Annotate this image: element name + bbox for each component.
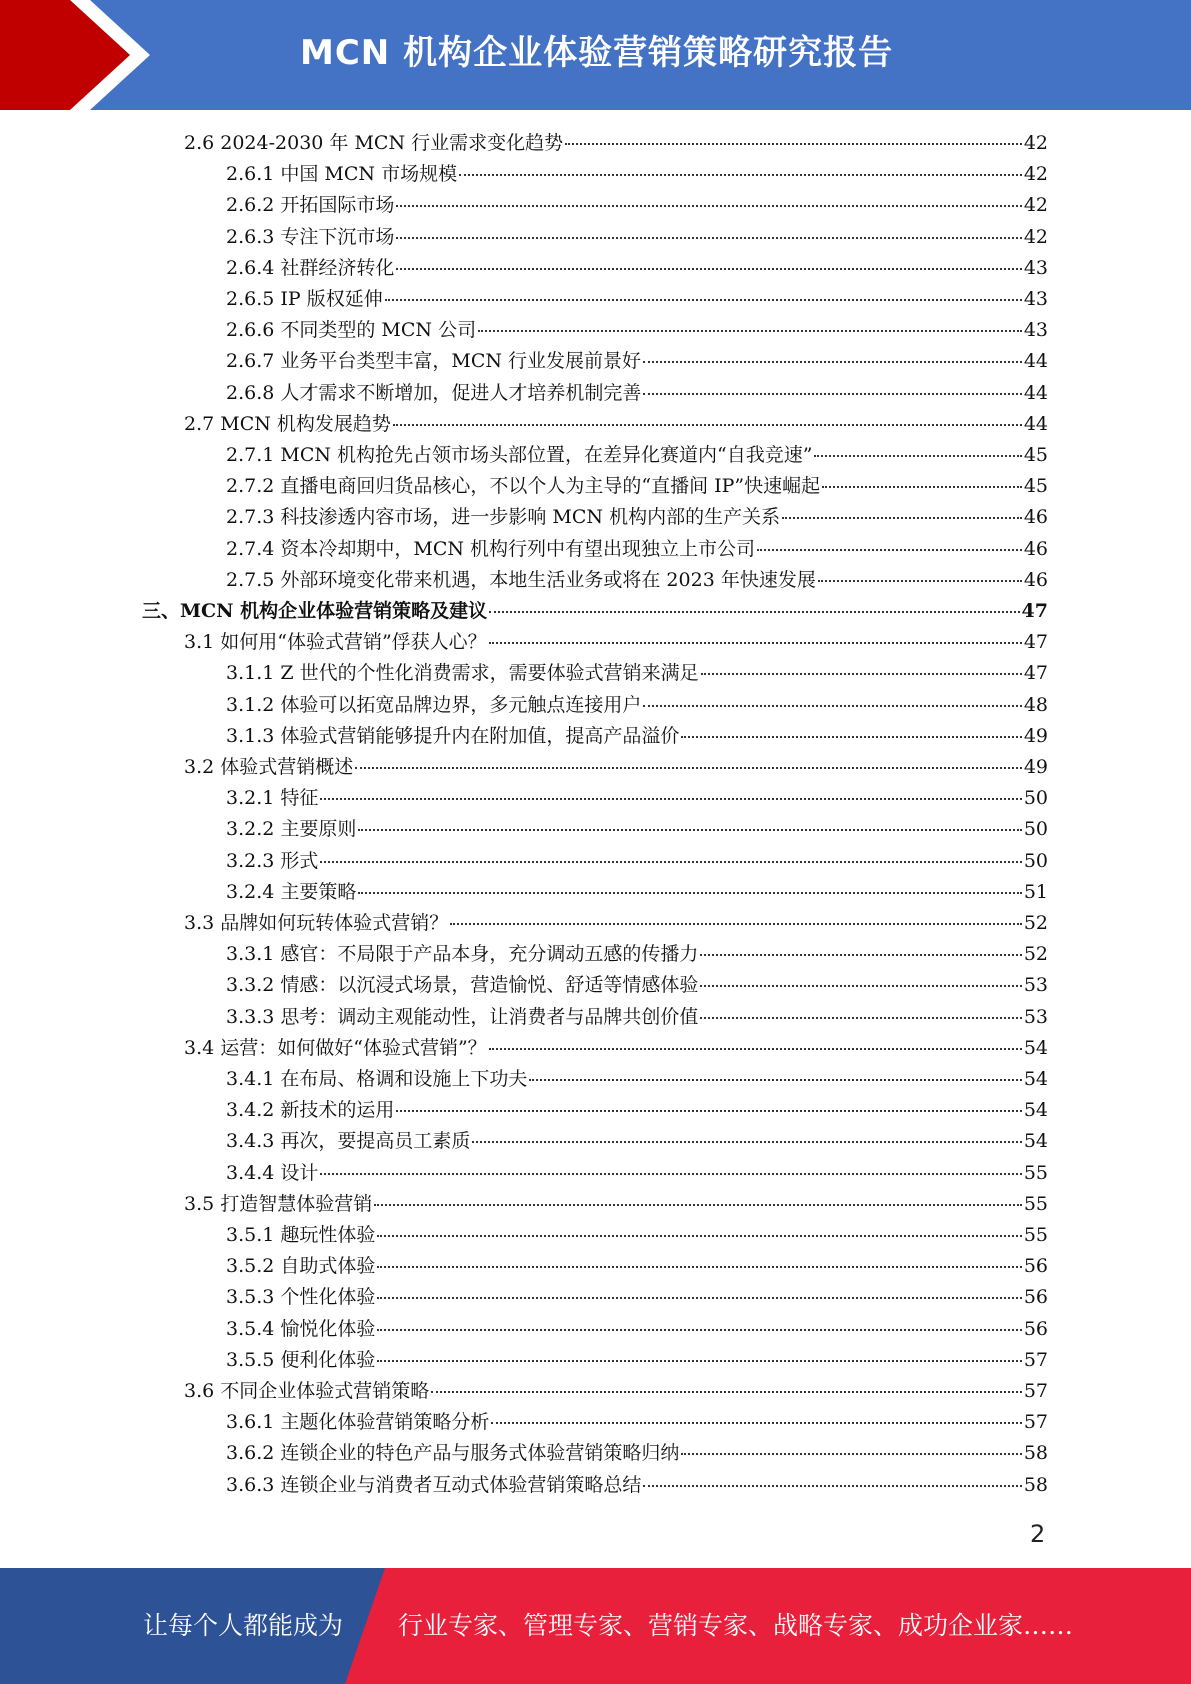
toc-entry[interactable]	[226, 690, 1048, 721]
toc-entry[interactable]	[226, 471, 1048, 502]
toc-entry-title: 3.5.1 趣玩性体验	[226, 1224, 376, 1246]
toc-dot-leader	[681, 722, 1021, 738]
toc-dot-leader	[818, 566, 1022, 582]
toc-entry-title: 3.2 体验式营销概述	[184, 756, 354, 778]
toc-entry-page: 58	[1023, 1473, 1048, 1496]
toc-entry-title: 2.7.3 科技渗透内容市场，进一步影响 MCN 机构内部的生产关系	[226, 506, 781, 529]
toc-entry[interactable]	[226, 565, 1048, 596]
toc-entry-title: 三、MCN 机构企业体验营销策略及建议	[142, 600, 488, 622]
toc-dot-leader	[489, 628, 1022, 644]
toc-entry-title: 3.3.1 感官：不局限于产品本身，充分调动五感的传播力	[226, 943, 699, 966]
toc-entry-page: 54	[1023, 1099, 1048, 1122]
toc-entry[interactable]	[226, 315, 1048, 346]
toc-entry[interactable]	[226, 814, 1048, 845]
toc-entry-title: 3.6.3 连锁企业与消费者互动式体验营销策略总结	[226, 1473, 642, 1496]
toc-entry-title: 3.3.2 情感：以沉浸式场景，营造愉悦、舒适等情感体验	[226, 974, 699, 997]
toc-dot-leader	[700, 971, 1021, 987]
toc-entry[interactable]	[226, 1158, 1048, 1189]
toc-entry-page: 42	[1023, 194, 1048, 217]
toc-entry-page: 50	[1023, 818, 1048, 841]
toc-entry-page: 42	[1023, 163, 1048, 186]
toc-entry-page: 56	[1023, 1255, 1048, 1278]
toc-entry[interactable]	[226, 1251, 1048, 1282]
toc-entry[interactable]	[226, 658, 1048, 689]
toc-entry-page: 44	[1023, 350, 1048, 373]
toc-dot-leader	[472, 1127, 1021, 1143]
toc-dot-leader	[450, 909, 1022, 925]
toc-entry[interactable]	[184, 1189, 1048, 1220]
toc-entry[interactable]	[226, 346, 1048, 377]
toc-dot-leader	[643, 379, 1021, 395]
toc-dot-leader	[377, 1221, 1021, 1237]
toc-entry[interactable]	[226, 534, 1048, 565]
toc-entry-title: 2.6.3 专注下沉市场	[226, 225, 395, 248]
toc-entry-title: 3.4 运营：如何做好“体验式营销”？	[184, 1036, 487, 1059]
toc-entry-title: 3.3 品牌如何玩转体验式营销？	[184, 912, 449, 934]
toc-dot-leader	[385, 285, 1022, 301]
toc-entry-title: 3.2.1 特征	[226, 787, 319, 810]
toc-entry[interactable]	[226, 222, 1048, 253]
toc-entry[interactable]	[226, 1407, 1048, 1438]
toc-entry-page: 52	[1023, 912, 1048, 934]
toc-entry-page: 42	[1023, 225, 1048, 248]
toc-entry-title: 2.6.4 社群经济转化	[226, 256, 395, 279]
toc-entry-page: 47	[1021, 600, 1048, 622]
toc-entry-page: 46	[1023, 537, 1048, 560]
toc-entry-page: 52	[1023, 943, 1048, 966]
toc-entry-page: 49	[1023, 724, 1048, 747]
toc-entry-page: 55	[1023, 1224, 1048, 1246]
toc-entry-title: 2.6.2 开拓国际市场	[226, 194, 395, 217]
toc-entry-title: 3.4.1 在布局、格调和设施上下功夫	[226, 1068, 528, 1090]
toc-entry-page: 43	[1023, 256, 1048, 279]
toc-entry-title: 2.7.5 外部环境变化带来机遇，本地生活业务或将在 2023 年快速发展	[226, 568, 816, 591]
toc-dot-leader	[431, 1377, 1022, 1393]
toc-dot-leader	[320, 1159, 1021, 1175]
toc-entry-page: 44	[1023, 381, 1048, 404]
toc-dot-leader	[489, 597, 1019, 613]
toc-dot-leader	[643, 347, 1022, 363]
toc-entry-title: 3.4.3 再次，要提高员工素质	[226, 1130, 471, 1153]
toc-entry[interactable]	[226, 1314, 1048, 1345]
toc-dot-leader	[757, 535, 1022, 551]
toc-entry-title: 2.6.6 不同类型的 MCN 公司	[226, 319, 477, 342]
toc-entry-title: 2.6 2024-2030 年 MCN 行业需求变化趋势	[184, 132, 564, 154]
toc-entry[interactable]	[226, 1095, 1048, 1126]
toc-dot-leader	[377, 1315, 1021, 1331]
toc-entry-title: 2.6.1 中国 MCN 市场规模	[226, 163, 458, 186]
toc-entry-title: 2.6.7 业务平台类型丰富，MCN 行业发展前景好	[226, 350, 642, 373]
toc-dot-leader	[320, 847, 1021, 863]
toc-entry-page: 53	[1023, 1005, 1048, 1028]
toc-entry-title: 3.2.2 主要原则	[226, 818, 357, 841]
toc-entry-page: 54	[1023, 1068, 1048, 1090]
toc-entry-title: 3.1.2 体验可以拓宽品牌边界，多元触点连接用户	[226, 693, 642, 716]
toc-entry-page: 54	[1023, 1036, 1048, 1059]
toc-entry[interactable]	[226, 1064, 1048, 1095]
toc-entry-title: 3.6.1 主题化体验营销策略分析	[226, 1411, 490, 1434]
toc-dot-leader	[377, 1283, 1021, 1299]
toc-entry[interactable]	[226, 190, 1048, 221]
toc-entry-page: 50	[1023, 849, 1048, 872]
toc-entry[interactable]	[226, 284, 1048, 315]
toc-entry[interactable]	[226, 378, 1048, 409]
toc-dot-leader	[355, 753, 1022, 769]
toc-dot-leader	[700, 1003, 1021, 1019]
toc-entry-title: 3.5.5 便利化体验	[226, 1348, 376, 1371]
toc-entry-page: 53	[1023, 974, 1048, 997]
toc-entry-page: 48	[1023, 693, 1048, 716]
toc-dot-leader	[374, 1190, 1022, 1206]
toc-entry[interactable]	[226, 846, 1048, 877]
toc-entry-title: 2.7 MCN 机构发展趋势	[184, 412, 391, 435]
toc-entry-page: 44	[1023, 412, 1048, 435]
toc-entry-title: 2.7.4 资本冷却期中，MCN 机构行列中有望出现独立上市公司	[226, 537, 756, 560]
toc-entry[interactable]	[226, 1345, 1048, 1376]
header-red-chevron	[0, 0, 150, 110]
toc-entry-title: 3.5.3 个性化体验	[226, 1286, 376, 1309]
toc-entry-title: 2.6.5 IP 版权延伸	[226, 288, 383, 310]
toc-entry[interactable]	[226, 502, 1048, 533]
toc-dot-leader	[459, 160, 1022, 176]
footer-slogan-right: 行业专家、管理专家、营销专家、战略专家、成功企业家……	[398, 1611, 1074, 1640]
page-header	[0, 0, 1191, 110]
toc-dot-leader	[377, 1346, 1021, 1362]
toc-entry-page: 55	[1023, 1192, 1048, 1215]
toc-entry-title: 2.6.8 人才需求不断增加，促进人才培养机制完善	[226, 381, 642, 404]
toc-entry[interactable]	[142, 596, 1048, 627]
toc-entry[interactable]	[226, 440, 1048, 471]
page-footer	[0, 1568, 1191, 1684]
toc-entry[interactable]	[226, 1282, 1048, 1313]
toc-entry-title: 2.7.1 MCN 机构抢先占领市场头部位置，在差异化赛道内“自我竞速”	[226, 444, 813, 466]
toc-dot-leader	[643, 691, 1021, 707]
toc-entry-title: 3.3.3 思考：调动主观能动性，让消费者与品牌共创价值	[226, 1005, 699, 1028]
toc-entry-page: 43	[1023, 288, 1048, 310]
toc-entry-page: 45	[1023, 444, 1048, 466]
toc-entry-title: 3.5 打造智慧体验营销	[184, 1192, 373, 1215]
toc-entry-page: 50	[1023, 787, 1048, 810]
toc-entry-title: 3.2.4 主要策略	[226, 880, 357, 903]
report-title: MCN 机构企业体验营销策略研究报告	[300, 33, 894, 73]
toc-dot-leader	[701, 659, 1022, 675]
toc-entry[interactable]	[226, 1470, 1048, 1501]
toc-dot-leader	[491, 1408, 1021, 1424]
toc-entry-page: 43	[1023, 319, 1048, 342]
toc-dot-leader	[396, 191, 1021, 207]
toc-dot-leader	[393, 410, 1022, 426]
toc-dot-leader	[822, 472, 1022, 488]
toc-entry[interactable]	[184, 908, 1048, 939]
toc-entry[interactable]	[226, 939, 1048, 970]
toc-dot-leader	[681, 1439, 1021, 1455]
toc-entry[interactable]	[226, 253, 1048, 284]
toc-dot-leader	[396, 223, 1021, 239]
toc-entry-page: 57	[1023, 1348, 1048, 1371]
toc-entry[interactable]	[226, 1438, 1048, 1469]
toc-dot-leader	[814, 441, 1021, 457]
toc-entry-page: 42	[1023, 132, 1048, 154]
toc-entry-page: 58	[1023, 1442, 1048, 1465]
toc-entry-page: 46	[1023, 568, 1048, 591]
toc-entry[interactable]	[184, 1376, 1048, 1407]
toc-entry-page: 47	[1023, 662, 1048, 685]
toc-entry-title: 3.5.4 愉悦化体验	[226, 1317, 376, 1340]
toc-entry-page: 45	[1023, 475, 1048, 498]
toc-entry-title: 3.6.2 连锁企业的特色产品与服务式体验营销策略归纳	[226, 1442, 680, 1465]
toc-entry-title: 3.4.4 设计	[226, 1161, 319, 1184]
toc-entry-title: 3.1.1 Z 世代的个性化消费需求，需要体验式营销来满足	[226, 662, 699, 685]
toc-entry-title: 3.1.3 体验式营销能够提升内在附加值，提高产品溢价	[226, 724, 680, 747]
toc-dot-leader	[643, 1471, 1021, 1487]
toc-entry-title: 3.6 不同企业体验式营销策略	[184, 1380, 430, 1402]
toc-entry[interactable]	[226, 1220, 1048, 1251]
toc-entry-page: 57	[1023, 1411, 1048, 1434]
toc-entry-page: 49	[1023, 756, 1048, 778]
toc-entry[interactable]	[226, 783, 1048, 814]
toc-entry-page: 55	[1023, 1161, 1048, 1184]
toc-dot-leader	[529, 1065, 1021, 1081]
toc-dot-leader	[782, 503, 1022, 519]
toc-dot-leader	[377, 1252, 1021, 1268]
toc-dot-leader	[396, 254, 1021, 270]
toc-entry[interactable]	[226, 970, 1048, 1001]
toc-dot-leader	[489, 1034, 1022, 1050]
toc-dot-leader	[358, 815, 1021, 831]
toc-entry-page: 47	[1023, 631, 1048, 654]
toc-entry[interactable]	[226, 721, 1048, 752]
toc-entry-title: 3.2.3 形式	[226, 849, 319, 872]
toc-entry-page: 57	[1023, 1380, 1048, 1402]
toc-entry-page: 56	[1023, 1286, 1048, 1309]
toc-entry[interactable]	[184, 627, 1048, 658]
toc-entry-title: 3.4.2 新技术的运用	[226, 1099, 395, 1122]
toc-entry[interactable]	[184, 1033, 1048, 1064]
toc-entry-page: 46	[1023, 506, 1048, 529]
toc-dot-leader	[565, 129, 1022, 145]
toc-dot-leader	[478, 316, 1022, 332]
footer-slogan-left: 让每个人都能成为	[143, 1611, 344, 1640]
toc-entry[interactable]	[184, 128, 1048, 159]
toc-entry-page: 54	[1023, 1130, 1048, 1153]
toc-entry[interactable]	[184, 409, 1048, 440]
page-number: 2	[1030, 1520, 1046, 1548]
toc-entry[interactable]	[184, 752, 1048, 783]
toc-entry-title: 2.7.2 直播电商回归货品核心，不以个人为主导的“直播间 IP”快速崛起	[226, 475, 821, 498]
toc-dot-leader	[358, 878, 1021, 894]
toc-dot-leader	[396, 1096, 1021, 1112]
toc-entry[interactable]	[226, 1002, 1048, 1033]
toc-entry-title: 3.1 如何用“体验式营销”俘获人心？	[184, 631, 487, 654]
toc-dot-leader	[700, 940, 1021, 956]
toc-entry-page: 56	[1023, 1317, 1048, 1340]
toc-entry[interactable]	[226, 1126, 1048, 1157]
toc-entry-title: 3.5.2 自助式体验	[226, 1255, 376, 1278]
toc-dot-leader	[320, 784, 1021, 800]
toc-entry-page: 51	[1023, 880, 1048, 903]
toc-entry[interactable]	[226, 159, 1048, 190]
toc-entry[interactable]	[226, 877, 1048, 908]
